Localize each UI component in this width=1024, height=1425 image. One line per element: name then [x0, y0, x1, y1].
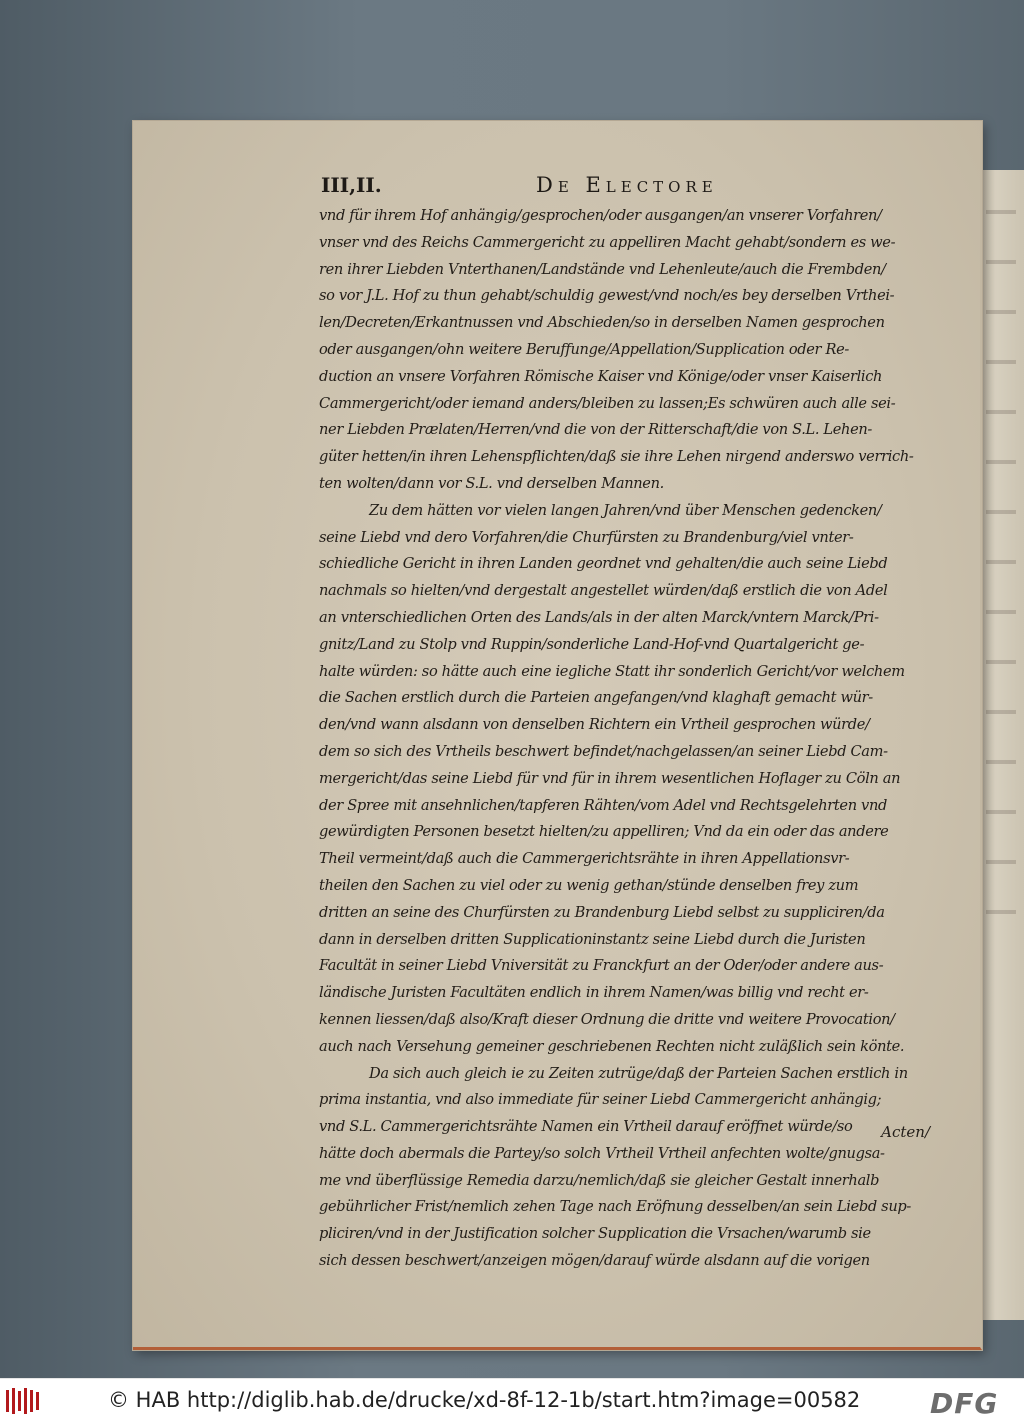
- text-line: ten wolten/dann vor S.L. vnd derselben Mannen.: [319, 474, 664, 492]
- text-line: me vnd überflüssige Remedia darzu/nemlich/daß sie gleicher Gestalt innerhalb: [319, 1171, 880, 1189]
- next-page-edge: [976, 170, 1024, 1320]
- text-line: sich dessen beschwert/anzeigen mögen/darauf würde alsdann auf die vorigen: [319, 1252, 870, 1270]
- text-line: ländische Juristen Facultäten endlich in ihrem Namen/was billig vnd recht er-: [319, 984, 869, 1002]
- text-line: Da sich auch gleich ie zu Zeiten zutrüge/daß der Parteien Sachen erstlich in: [369, 1064, 908, 1082]
- text-line: halte würden: so hätte auch eine iegliche Statt ihr sonderlich Gericht/vor welchem: [319, 662, 905, 680]
- footer-bar: [0, 1378, 1024, 1425]
- text-line: vnser vnd des Reichs Cammergericht zu appelliren Macht gehabt/sondern es we-: [319, 233, 896, 251]
- book-page: [133, 121, 982, 1350]
- signature-mark: III,II.: [321, 173, 382, 197]
- text-line: an vnterschiedlichen Orten des Lands/als in der alten Marck/vntern Marck/Pri-: [319, 608, 879, 626]
- text-line: mergericht/das seine Liebd für vnd für in ihrem wesentlichen Hoflager zu Cöln an: [319, 769, 901, 787]
- text-line: kennen liessen/daß also/Kraft dieser Ordnung die dritte vnd weitere Provocation/: [319, 1010, 895, 1028]
- text-line: vnd S.L. Cammergerichtsrähte Namen ein Vrtheil darauf eröffnet würde/so: [319, 1118, 853, 1136]
- text-line: gebührlicher Frist/nemlich zehen Tage nach Eröfnung desselben/an sein Liebd sup-: [319, 1198, 911, 1216]
- text-line: Facultät in seiner Liebd Vniversität zu Franckfurt an der Oder/oder andere aus-: [319, 957, 884, 975]
- text-line: theilen den Sachen zu viel oder zu wenig gethan/stünde denselben frey zum: [319, 876, 859, 894]
- text-line: ren ihrer Liebden Vnterthanen/Landstände vnd Lehenleute/auch die Frembden/: [319, 260, 886, 278]
- hab-bars-icon: [4, 1386, 44, 1416]
- text-line: gewürdigten Personen besetzt hielten/zu appelliren; Vnd da ein oder das andere: [319, 823, 889, 841]
- text-line: duction an vnsere Vorfahren Römische Kaiser vnd Könige/oder vnser Kaiserlich: [319, 367, 883, 385]
- text-line: Zu dem hätten vor vielen langen Jahren/vnd über Menschen gedencken/: [369, 501, 882, 519]
- catchword: Acten/: [881, 1123, 930, 1141]
- text-line: gnitz/Land zu Stolp vnd Ruppin/sonderliche Land-Hof-vnd Quartalgericht ge-: [319, 635, 865, 653]
- text-line: ner Liebden Prælaten/Herren/vnd die von der Ritterschaft/die von S.L. Lehen-: [319, 421, 873, 439]
- text-line: vnd für ihrem Hof anhängig/gesprochen/oder ausgangen/an vnserer Vorfahren/: [319, 207, 882, 224]
- text-line: len/Decreten/Erkantnussen vnd Abschieden/so in derselben Namen gesprochen: [319, 314, 885, 332]
- text-line: der Spree mit ansehnlichen/tapferen Rähten/vom Adel vnd Rechtsgelehrten vnd: [319, 796, 887, 814]
- text-line: Theil vermeint/daß auch die Cammergerichtsrähte in ihren Appellationsvr-: [319, 850, 850, 868]
- text-line: pliciren/vnd in der Justification solcher Supplication die Vrsachen/warumb sie: [319, 1225, 871, 1243]
- text-line: prima instantia, vnd also immediate für seiner Liebd Cammergericht anhängig;: [319, 1091, 882, 1109]
- text-line: dritten an seine des Churfürsten zu Brandenburg Liebd selbst zu suppliciren/da: [319, 903, 885, 921]
- text-line: seine Liebd vnd dero Vorfahren/die Churfürsten zu Brandenburg/viel vnter-: [319, 528, 854, 546]
- dfg-logo: DFG: [930, 1387, 999, 1420]
- text-line: dann in derselben dritten Supplicationinstantz seine Liebd durch die Juristen: [319, 930, 866, 948]
- text-line: auch nach Versehung gemeiner geschriebenen Rechten nicht zuläßlich sein könte.: [319, 1037, 905, 1055]
- text-line: die Sachen erstlich durch die Parteien angefangen/vnd klaghaft gemacht wür-: [319, 689, 873, 707]
- text-line: Cammergericht/oder iemand anders/bleiben zu lassen;Es schwüren auch alle sei-: [319, 394, 896, 412]
- text-line: güter hetten/in ihren Lehenspflichten/daß sie ihre Lehen nirgend anderswo verrich-: [319, 448, 914, 466]
- text-line: hätte doch abermals die Partey/so solch Vrtheil Vrtheil anfechten wolte/gnugsa-: [319, 1144, 885, 1162]
- running-head: De Electore: [536, 173, 718, 197]
- text-line: oder ausgangen/ohn weitere Beruffunge/Appellation/Supplication oder Re-: [319, 340, 849, 358]
- text-line: den/vnd wann alsdann von denselben Richtern ein Vrtheil gesprochen würde/: [319, 716, 870, 734]
- text-line: dem so sich des Vrtheils beschwert befindet/nachgelassen/an seiner Liebd Cam-: [319, 742, 888, 760]
- text-line: schiedliche Gericht in ihren Landen geordnet vnd gehalten/die auch seine Liebd: [319, 555, 888, 573]
- copyright-link[interactable]: © HAB http://diglib.hab.de/drucke/xd-8f-12-1b/start.htm?image=00582: [108, 1388, 861, 1412]
- text-line: nachmals so hielten/vnd dergestalt angestellet würden/daß erstlich die von Adel: [319, 582, 888, 600]
- page-header: [321, 173, 921, 207]
- body-text: [319, 203, 949, 1275]
- text-line: so vor J.L. Hof zu thun gehabt/schuldig gewest/vnd noch/es bey derselben Vrthei-: [319, 287, 895, 305]
